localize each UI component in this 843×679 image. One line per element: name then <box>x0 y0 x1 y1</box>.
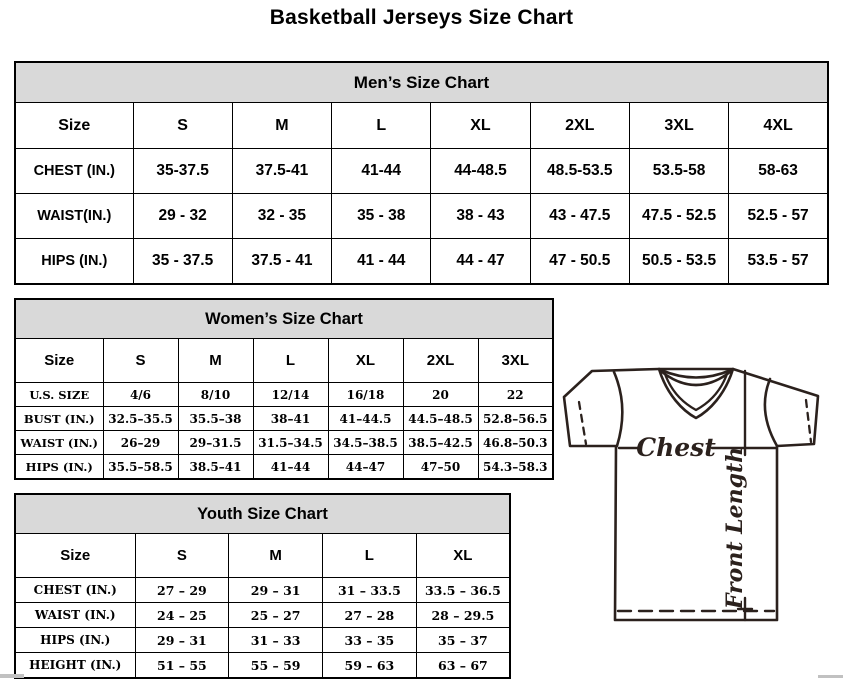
mens-cell: 53.5 - 57 <box>729 239 828 285</box>
mens-row-label: WAIST(IN.) <box>15 194 133 239</box>
womens-col-header: 2XL <box>403 339 478 383</box>
womens-col-header: L <box>253 339 328 383</box>
youth-col-header: M <box>229 534 323 578</box>
womens-cell: 26–29 <box>103 431 178 455</box>
womens-col-header: M <box>178 339 253 383</box>
womens-cell: 32.5–35.5 <box>103 407 178 431</box>
mens-cell: 37.5 - 41 <box>232 239 331 285</box>
table-row <box>15 534 510 578</box>
womens-col-header: XL <box>328 339 403 383</box>
mens-cell: 37.5-41 <box>232 149 331 194</box>
table-row <box>15 149 828 194</box>
youth-col-header: L <box>323 534 417 578</box>
mens-cell: 53.5-58 <box>629 149 728 194</box>
mens-cell: 35 - 37.5 <box>133 239 232 285</box>
mens-col-header: L <box>332 103 431 149</box>
mens-size-table <box>14 61 829 285</box>
womens-row-label: BUST (IN.) <box>15 407 103 431</box>
womens-row-label: U.S. SIZE <box>15 383 103 407</box>
womens-cell: 41–44.5 <box>328 407 403 431</box>
table-row <box>15 239 828 285</box>
youth-size-table <box>14 493 511 679</box>
table-row <box>15 103 828 149</box>
womens-cell: 20 <box>403 383 478 407</box>
womens-col-header: 3XL <box>478 339 553 383</box>
mens-row-label: CHEST (IN.) <box>15 149 133 194</box>
table-row <box>15 339 553 383</box>
youth-col-header: S <box>135 534 229 578</box>
womens-cell: 35.5–38 <box>178 407 253 431</box>
mens-cell: 38 - 43 <box>431 194 530 239</box>
mens-cell: 35-37.5 <box>133 149 232 194</box>
youth-row-label: WAIST (IN.) <box>15 603 135 628</box>
youth-cell: 51 – 55 <box>135 653 229 679</box>
womens-size-table <box>14 298 554 480</box>
jersey-measurement-diagram <box>558 358 843 658</box>
womens-cell: 4/6 <box>103 383 178 407</box>
youth-table-title: Youth Size Chart <box>15 494 510 534</box>
womens-cell: 34.5–38.5 <box>328 431 403 455</box>
womens-row-label: HIPS (IN.) <box>15 455 103 480</box>
youth-cell: 29 – 31 <box>135 628 229 653</box>
mens-cell: 29 - 32 <box>133 194 232 239</box>
table-row <box>15 299 553 339</box>
womens-cell: 54.3–58.3 <box>478 455 553 480</box>
youth-cell: 27 – 28 <box>323 603 417 628</box>
womens-cell: 22 <box>478 383 553 407</box>
youth-cell: 24 – 25 <box>135 603 229 628</box>
mens-col-header: S <box>133 103 232 149</box>
youth-row-label: HEIGHT (IN.) <box>15 653 135 679</box>
youth-cell: 55 – 59 <box>229 653 323 679</box>
youth-col-header: Size <box>15 534 135 578</box>
womens-cell: 12/14 <box>253 383 328 407</box>
table-row <box>15 494 510 534</box>
womens-cell: 52.8–56.5 <box>478 407 553 431</box>
mens-col-header: 4XL <box>729 103 828 149</box>
page-title: Basketball Jerseys Size Chart <box>269 6 574 29</box>
womens-col-header: S <box>103 339 178 383</box>
mens-cell: 44-48.5 <box>431 149 530 194</box>
womens-table-title: Women’s Size Chart <box>15 299 553 339</box>
womens-cell: 44.5–48.5 <box>403 407 478 431</box>
womens-cell: 41–44 <box>253 455 328 480</box>
youth-cell: 31 – 33.5 <box>323 578 417 603</box>
horizontal-scrollbar-fragment-left[interactable] <box>0 674 24 678</box>
womens-cell: 29–31.5 <box>178 431 253 455</box>
horizontal-scrollbar-fragment-right[interactable] <box>818 675 843 678</box>
womens-cell: 8/10 <box>178 383 253 407</box>
womens-col-header: Size <box>15 339 103 383</box>
mens-cell: 43 - 47.5 <box>530 194 629 239</box>
table-row <box>15 431 553 455</box>
front-length-label: Front Length <box>722 446 748 610</box>
womens-cell: 44–47 <box>328 455 403 480</box>
mens-cell: 44 - 47 <box>431 239 530 285</box>
mens-cell: 50.5 - 53.5 <box>629 239 728 285</box>
table-row <box>15 653 510 679</box>
table-row <box>15 407 553 431</box>
youth-cell: 25 – 27 <box>229 603 323 628</box>
womens-cell: 38.5–42.5 <box>403 431 478 455</box>
womens-cell: 16/18 <box>328 383 403 407</box>
table-row <box>15 194 828 239</box>
mens-cell: 52.5 - 57 <box>729 194 828 239</box>
youth-cell: 35 – 37 <box>416 628 510 653</box>
youth-cell: 33 – 35 <box>323 628 417 653</box>
youth-row-label: CHEST (IN.) <box>15 578 135 603</box>
mens-cell: 47.5 - 52.5 <box>629 194 728 239</box>
womens-cell: 38.5–41 <box>178 455 253 480</box>
mens-cell: 41-44 <box>332 149 431 194</box>
womens-cell: 47–50 <box>403 455 478 480</box>
table-row <box>15 628 510 653</box>
womens-cell: 38–41 <box>253 407 328 431</box>
youth-cell: 27 – 29 <box>135 578 229 603</box>
mens-col-header: 3XL <box>629 103 728 149</box>
mens-cell: 41 - 44 <box>332 239 431 285</box>
mens-table-title: Men’s Size Chart <box>15 62 828 103</box>
youth-cell: 29 – 31 <box>229 578 323 603</box>
table-row <box>15 383 553 407</box>
mens-col-header: 2XL <box>530 103 629 149</box>
mens-col-header: XL <box>431 103 530 149</box>
womens-cell: 35.5–58.5 <box>103 455 178 480</box>
youth-cell: 59 – 63 <box>323 653 417 679</box>
mens-cell: 47 - 50.5 <box>530 239 629 285</box>
youth-cell: 63 – 67 <box>416 653 510 679</box>
womens-cell: 31.5–34.5 <box>253 431 328 455</box>
mens-cell: 58-63 <box>729 149 828 194</box>
mens-cell: 48.5-53.5 <box>530 149 629 194</box>
youth-cell: 33.5 – 36.5 <box>416 578 510 603</box>
mens-col-header: M <box>232 103 331 149</box>
youth-row-label: HIPS (IN.) <box>15 628 135 653</box>
mens-col-header: Size <box>15 103 133 149</box>
youth-cell: 28 – 29.5 <box>416 603 510 628</box>
table-row <box>15 603 510 628</box>
mens-cell: 32 - 35 <box>232 194 331 239</box>
youth-col-header: XL <box>416 534 510 578</box>
womens-cell: 46.8–50.3 <box>478 431 553 455</box>
womens-row-label: WAIST (IN.) <box>15 431 103 455</box>
mens-cell: 35 - 38 <box>332 194 431 239</box>
chest-label: Chest <box>636 433 716 462</box>
table-row <box>15 578 510 603</box>
youth-cell: 31 – 33 <box>229 628 323 653</box>
table-row <box>15 455 553 480</box>
mens-row-label: HIPS (IN.) <box>15 239 133 285</box>
table-row <box>15 62 828 103</box>
